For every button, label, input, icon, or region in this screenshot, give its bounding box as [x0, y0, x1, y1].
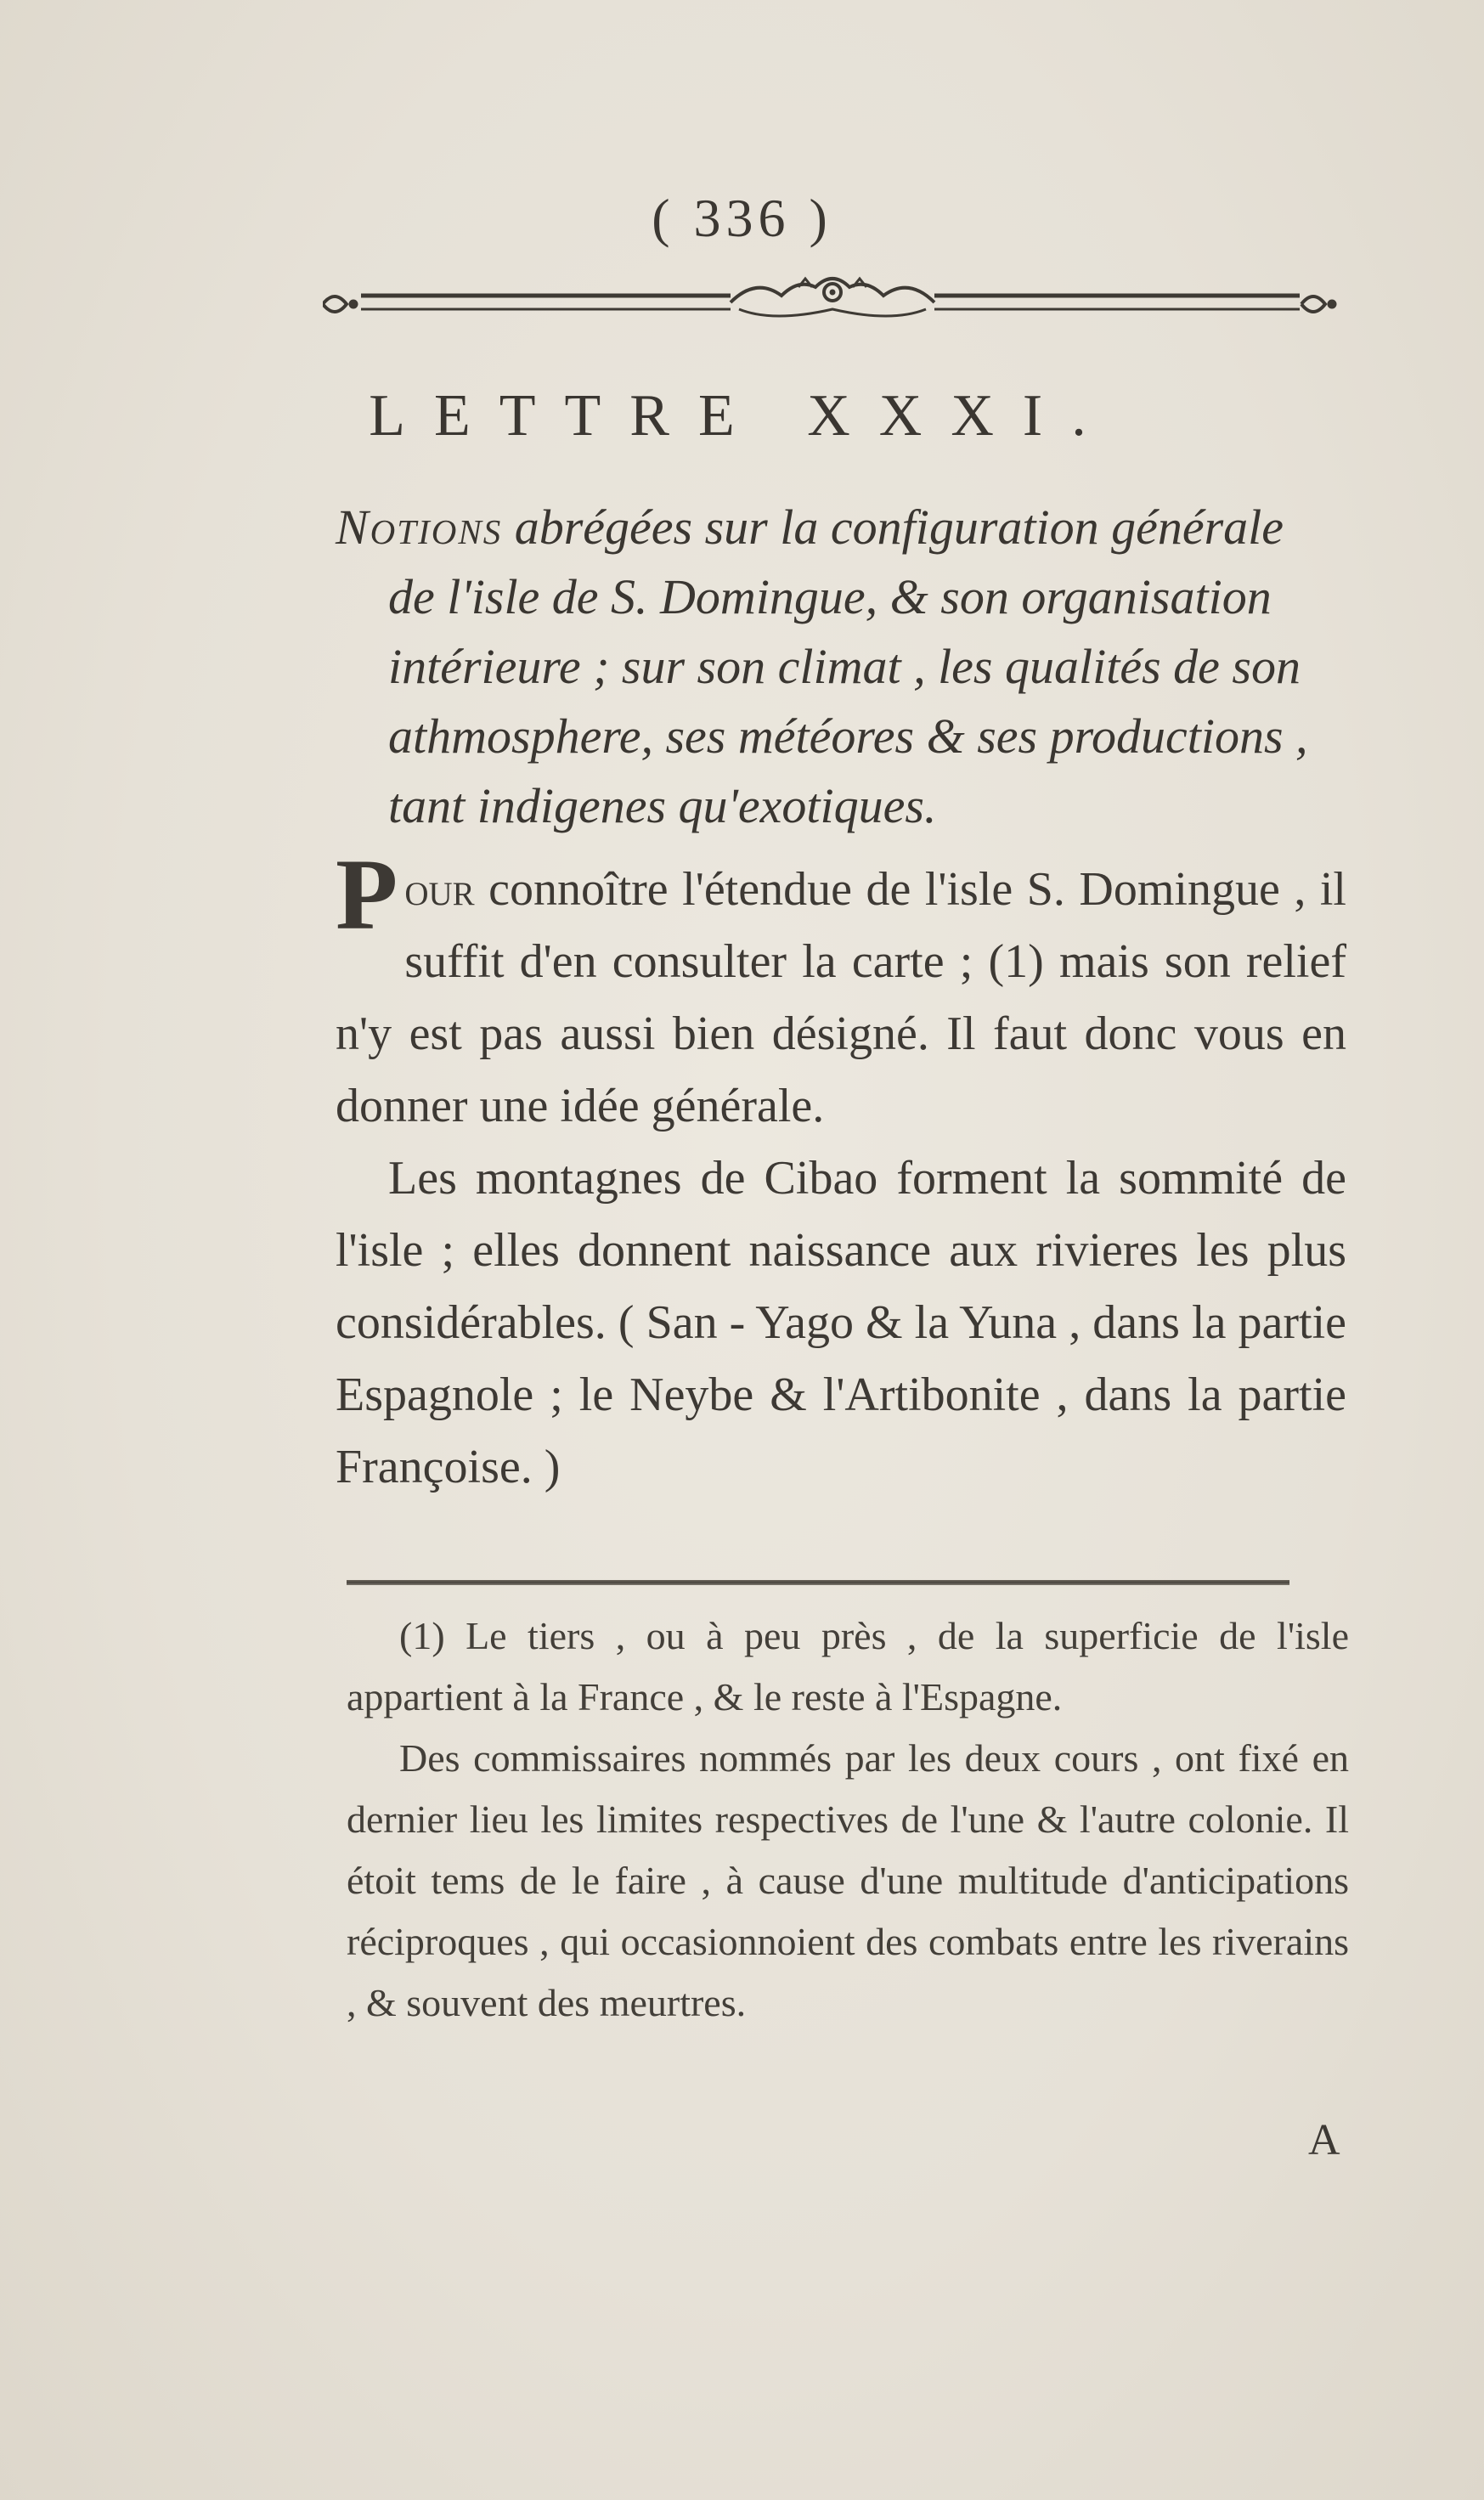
summary-line-5: tant indigenes qu'exotiques.	[388, 778, 937, 833]
chapter-summary	[336, 493, 1355, 841]
page-number: ( 336 )	[652, 188, 832, 248]
summary-line-2: de l'isle de S. Domingue, & son organisation	[388, 569, 1272, 624]
paragraph-1-opening: our	[404, 863, 475, 916]
footnote-paragraph-1: (1) Le tiers , ou à peu près , de la superficie de l'isle appartient à la France , & le reste à l'Espagne.	[347, 1614, 1349, 1718]
footnote	[347, 1606, 1349, 2034]
paragraph-1	[336, 838, 1346, 1143]
chapter-title: LETTRE XXXI.	[369, 383, 1115, 449]
summary-lead-word: Notions	[336, 499, 503, 555]
drop-cap: P	[336, 838, 398, 951]
catchword: A	[1308, 2116, 1340, 2164]
footnote-separator	[347, 1580, 1289, 1585]
ornamental-header-band	[323, 270, 1342, 330]
footnote-paragraph-2: Des commissaires nommés par les deux cours , ont fixé en dernier lieu les limites respectives de l'une & l'autre colonie. Il étoit tems de le faire , à cause d'une multitude d'anticipations réciproques , qui occasionnoient des combats entre les riverains , & souvent des meurtres.	[347, 1736, 1349, 2024]
paragraph-2: Les montagnes de Cibao forment la sommité de l'isle ; elles donnent naissance aux rivieres les plus considérables. ( San - Yago & la Yuna , dans la partie Espagnole ; le Neybe & l'Artibonite , dans la partie Françoise. )	[336, 1152, 1346, 1493]
main-text	[336, 838, 1346, 1504]
paragraph-1-text: connoître l'étendue de l'isle S. Domingue , il suffit d'en consulter la carte ; (1) mais son relief n'y est pas aussi bien désigné. Il faut donc vous en donner une idée générale.	[336, 863, 1346, 1132]
summary-line-3: intérieure ; sur son climat , les qualités de son	[388, 639, 1301, 694]
summary-line-1: abrégées sur la configuration générale	[502, 499, 1284, 555]
summary-line-4: athmosphere, ses météores & ses productions ,	[388, 708, 1308, 764]
